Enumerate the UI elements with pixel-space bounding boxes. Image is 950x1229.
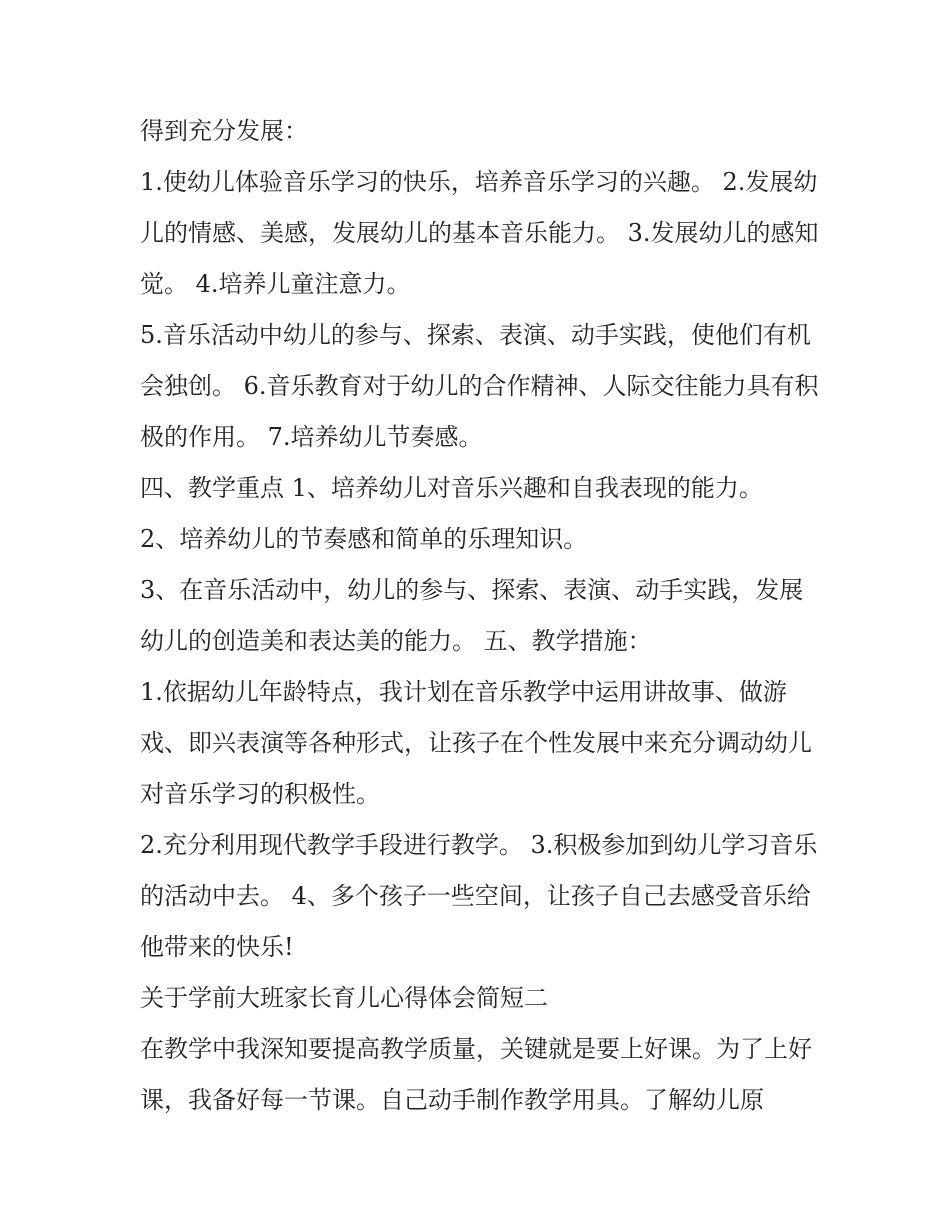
- paragraph-measure-2-4: 2.充分利用现代教学手段进行教学。 3.积极参加到幼儿学习音乐的活动中去。 4、多个孩子一些空间，让孩子自己去感受音乐给他带来的快乐!: [140, 831, 818, 961]
- paragraph-part-two-body: 在教学中我深知要提高教学质量，关键就是要上好课。为了上好课，我备好每一节课。自己动手制作教学用具。了解幼儿原: [140, 1035, 812, 1114]
- paragraph-intro-line: 得到充分发展：: [140, 117, 308, 145]
- section-heading-part-two: 关于学前大班家长育儿心得体会简短二: [140, 984, 548, 1012]
- paragraph-teaching-focus-3: 3、在音乐活动中，幼儿的参与、探索、表演、动手实践，发展幼儿的创造美和表达美的能力。 五、教学措施：: [140, 576, 804, 655]
- document-body: [140, 106, 820, 1126]
- paragraph-teaching-focus-1: 四、教学重点 1、培养幼儿对音乐兴趣和自我表现的能力。: [140, 474, 763, 502]
- paragraph-goals-1-4: 1.使幼儿体验音乐学习的快乐，培养音乐学习的兴趣。 2.发展幼儿的情感、美感，发展幼儿的基本音乐能力。 3.发展幼儿的感知觉。 4.培养儿童注意力。: [140, 168, 819, 298]
- paragraph-teaching-focus-2: 2、培养幼儿的节奏感和简单的乐理知识。: [140, 525, 588, 553]
- paragraph-measure-1: 1.依据幼儿年龄特点，我计划在音乐教学中运用讲故事、做游戏、即兴表演等各种形式，让孩子在个性发展中来充分调动幼儿对音乐学习的积极性。: [140, 678, 812, 808]
- paragraph-goals-5-7: 5.音乐活动中幼儿的参与、探索、表演、动手实践，使他们有机会独创。 6.音乐教育对于幼儿的合作精神、人际交往能力具有积极的作用。 7.培养幼儿节奏感。: [140, 321, 819, 451]
